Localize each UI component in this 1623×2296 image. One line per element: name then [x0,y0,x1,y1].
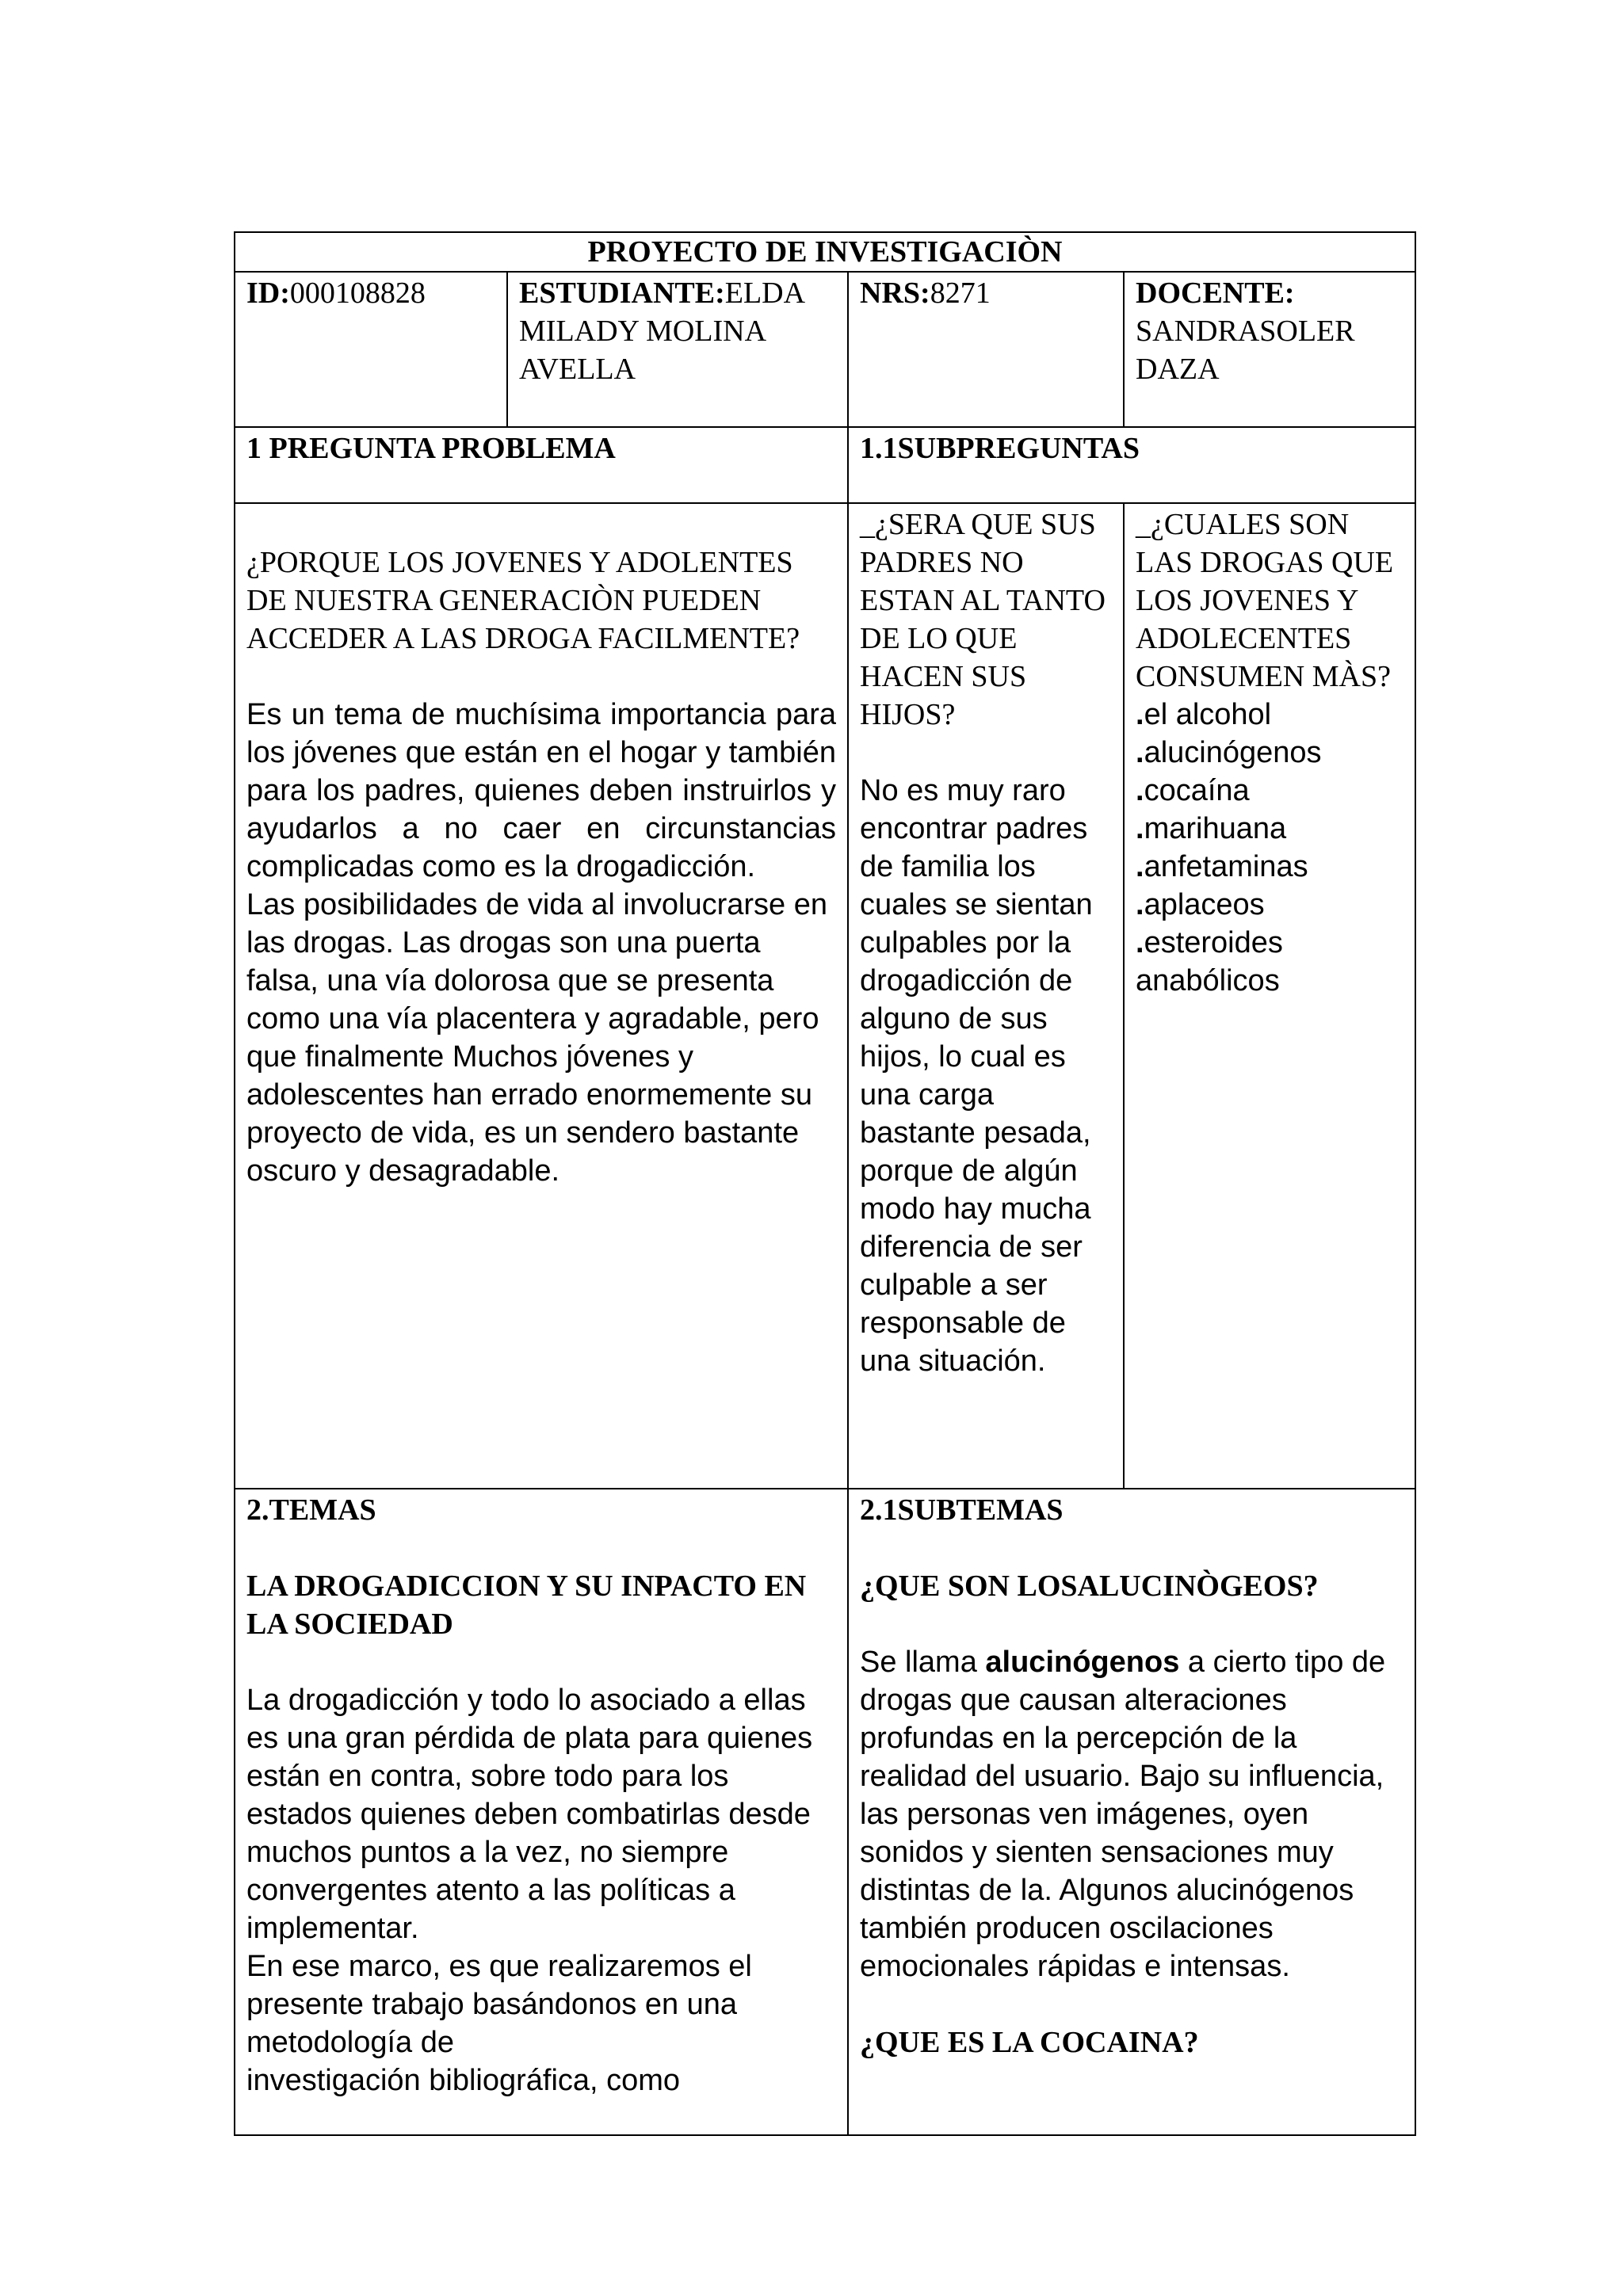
section11-heading: 1.1SUBPREGUNTAS [848,427,1415,503]
teacher-value: SANDRASOLER DAZA [1136,315,1355,386]
themes-paragraph-3: En ese marco, es que realizaremos el presente trabajo basándonos en una metodología de [246,1950,752,2059]
list-item: .el alcohol [1136,698,1272,731]
project-form [234,231,1415,2136]
themes-paragraph-1: La drogadicción y todo lo asociado a ellas es una gran pérdida de plata para quienes están en contra, sobre todo para los estados quienes deben combatirlas desde [246,1684,813,1831]
drug-list [1136,696,1403,1000]
themes-heading: 2.TEMAS [246,1493,376,1527]
subquestion-2: _¿CUALES SON LAS DROGAS QUE LOS JOVENES Y ADOLECENTES CONSUMEN MÀS? [1136,508,1394,693]
subquestion-1: _¿SERA QUE SUS PADRES NO ESTAN AL TANTO DE LO QUE HACEN SUS HIJOS? [860,508,1106,731]
section-headings-row [235,427,1415,503]
document-title: PROYECTO DE INVESTIGACIÒN [235,232,1415,272]
themes-subheading: LA DROGADICCION Y SU INPACTO EN LA SOCIEDAD [246,1569,807,1641]
subthemes-heading: 2.1SUBTEMAS [860,1493,1064,1527]
themes-cell [235,1489,848,2135]
list-item: .esteroides anabólicos [1136,926,1283,997]
subquestion-1-cell [848,503,1124,1489]
student-value: ELDA MILADY MOLINA AVELLA [519,277,804,386]
id-value: 000108828 [289,277,426,310]
list-item: .aplaceos [1136,888,1265,921]
subquestion-2-cell [1124,503,1415,1489]
questions-row [235,503,1415,1489]
student-label: ESTUDIANTE: [519,277,725,310]
problem-paragraph-2: Las posibilidades de vida al involucrarse en las drogas. Las drogas son una puerta falsa, una vía dolorosa que se presenta como una vía placentera y agradable, pero que finalmente Muchos jóvenes y adolescentes han errado enormemente su proyecto de vida, es un sendero bastante oscuro y desagradable. [246,888,828,1188]
list-item: .alucinógenos [1136,736,1322,769]
themes-paragraph-2: muchos puntos a la vez, no siempre convergentes atento a las políticas a implementar. [246,1836,735,1945]
subthemes-cell [848,1489,1415,2135]
title-row [235,232,1415,272]
subtheme-question-1: ¿QUE SON LOSALUCINÒGEOS? [860,1569,1319,1603]
list-item: .cocaína [1136,774,1250,807]
nrs-value: 8271 [930,277,991,310]
themes-paragraph-4: investigación bibliográfica, como [246,2064,681,2097]
id-cell [235,272,507,427]
subtheme-question-2: ¿QUE ES LA COCAINA? [860,2026,1199,2059]
teacher-cell [1124,272,1415,427]
subtheme-answer-1: Se llama alucinógenos a cierto tipo de drogas que causan alteraciones profundas en la percepción de la realidad del usuario. Bajo su influencia, las personas ven imágenes, oyen sonidos y sienten sensaciones muy distintas de la. Algunos alucinógenos también producen oscilaciones emocionales rápidas e intensas. [860,1646,1386,1983]
nrs-cell [848,272,1124,427]
nrs-label: NRS: [860,277,930,310]
list-item: .anfetaminas [1136,850,1308,883]
problem-question: ¿PORQUE LOS JOVENES Y ADOLENTES DE NUESTRA GENERACIÒN PUEDEN ACCEDER A LAS DROGA FACILMENTE? [246,546,800,655]
section1-heading: 1 PREGUNTA PROBLEMA [235,427,848,503]
subquestion-1-answer: No es muy raro encontrar padres de familia los cuales se sientan culpables por la drogadicción de alguno de sus hijos, lo cual es una carga bastante pesada, porque de algún modo hay mucha diferencia de ser culpable a ser responsable de una situación. [860,774,1093,1378]
themes-row [235,1489,1415,2135]
list-item: .marihuana [1136,812,1287,845]
project-table [234,231,1416,2136]
teacher-label: DOCENTE: [1136,277,1295,310]
problem-question-cell [235,503,848,1489]
student-cell [507,272,848,427]
info-row [235,272,1415,427]
id-label: ID: [246,277,290,310]
problem-paragraph-1: Es un tema de muchísima importancia para los jóvenes que están en el hogar y también para los padres, quienes deben instruirlos y ayudarlos a no caer en circunstancias complicadas como es la drogadicción. [246,698,836,883]
